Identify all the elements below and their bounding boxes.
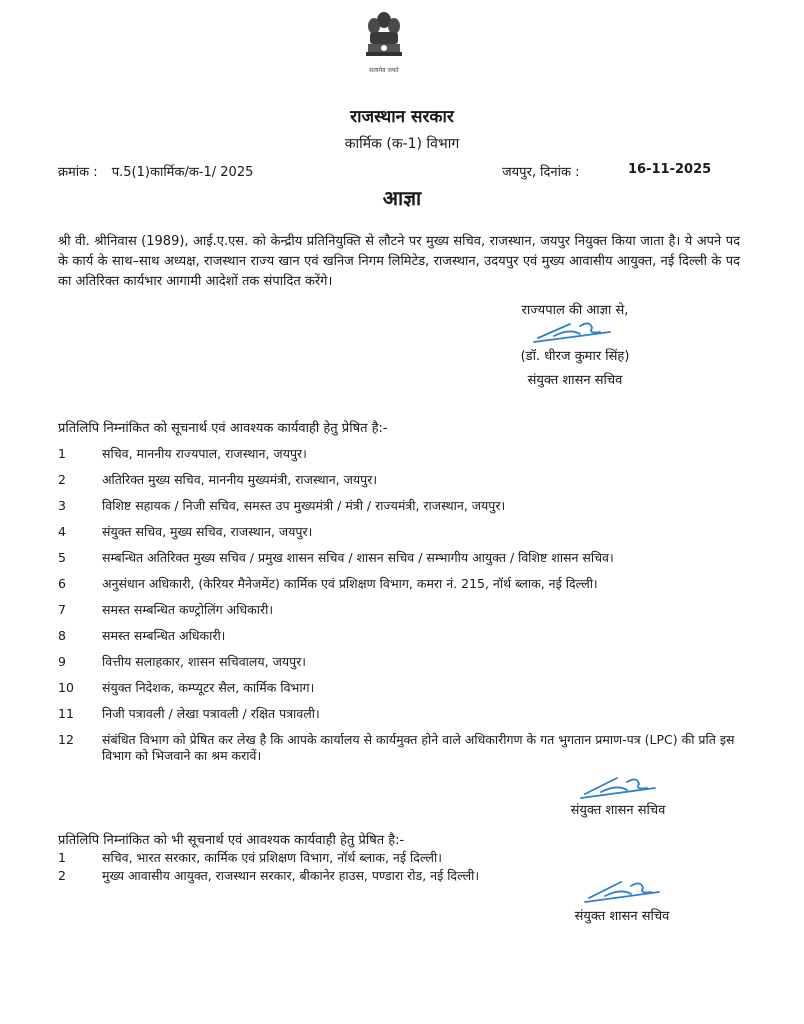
list-item	[58, 680, 748, 706]
item-text: सम्बन्धित अतिरिक्त मुख्य सचिव / प्रमुख शासन सचिव / शासन सचिव / सम्भागीय आयुक्त / विशिष्ट शासन सचिव।	[102, 550, 614, 565]
item-text: समस्त सम्बन्धित अधिकारी।	[102, 628, 226, 643]
list-item	[58, 550, 748, 576]
item-text: संबंधित विभाग को प्रेषित कर लेख है कि आपके कार्यालय से कार्यमुक्त होने वाले अधिकारीगण के गत भुगतान प्रमाण-पत्र (LPC) की प्रति इस विभाग को भिजवाने का श्रम करावें।	[102, 732, 735, 763]
order-date: 16-11-2025	[628, 162, 712, 177]
item-number: 2	[58, 868, 66, 883]
list-item	[58, 602, 748, 628]
list-item	[58, 654, 748, 680]
signature-mark	[577, 874, 667, 906]
item-number: 11	[58, 706, 74, 721]
reference-number-value: प.5(1)कार्मिक/क-1/ 2025	[111, 165, 254, 180]
item-number: 8	[58, 628, 66, 643]
order-body: श्री वी. श्रीनिवास (1989), आई.ए.एस. को केन्द्रीय प्रतिनियुक्ति से लौटने पर मुख्य सचिव, राजस्थान, जयपुर नियुक्त किया जाता है। ये अपने पद के कार्य के साथ–साथ अध्यक्ष, राजस्थान राज्य खान एवं खनिज निगम लिमिटेड, राजस्थान, उदयपुर एवं मुख्य आवासीय आयुक्त, नई दिल्ली के पद का अतिरिक्त कार्यभार आगामी आदेशों तक संपादित करेंगे।	[58, 234, 740, 289]
item-number: 12	[58, 732, 74, 747]
signatory-name: (डॉ. धीरज कुमार सिंह)	[520, 349, 630, 364]
item-text: अतिरिक्त मुख्य सचिव, माननीय मुख्यमंत्री, राजस्थान, जयपुर।	[102, 472, 378, 487]
list-item	[58, 576, 748, 602]
copy-to-list	[58, 446, 748, 772]
signatory-designation: संयुक्त शासन सचिव	[570, 803, 666, 818]
list-item	[58, 732, 748, 772]
item-text: सचिव, भारत सरकार, कार्मिक एवं प्रशिक्षण विभाग, नॉर्थ ब्लाक, नई दिल्ली।	[102, 850, 442, 865]
item-number: 4	[58, 524, 66, 539]
item-number: 6	[58, 576, 66, 591]
item-text: सचिव, माननीय राज्यपाल, राजस्थान, जयपुर।	[102, 446, 307, 461]
item-number: 10	[58, 680, 74, 695]
item-text: मुख्य आवासीय आयुक्त, राजस्थान सरकार, बीकानेर हाउस, पण्डारा रोड, नई दिल्ली।	[102, 868, 480, 883]
by-order-line: राज्यपाल की आज्ञा से,	[521, 303, 629, 318]
list-item	[58, 446, 748, 472]
lion-capital-icon	[364, 10, 404, 68]
signature-block-3	[552, 874, 692, 924]
department-title: कार्मिक (क-1) विभाग	[344, 136, 460, 152]
signature-mark	[573, 772, 663, 800]
signatory-designation: संयुक्त शासन सचिव	[527, 373, 623, 388]
item-text: विशिष्ट सहायक / निजी सचिव, समस्त उप मुख्यमंत्री / मंत्री / राज्यमंत्री, राजस्थान, जयपुर।	[102, 498, 506, 513]
copy-to-heading: प्रतिलिपि निम्नांकित को सूचनार्थ एवं आवश्यक कार्यवाही हेतु प्रेषित है:-	[58, 421, 388, 436]
list-item	[58, 472, 748, 498]
list-item	[58, 628, 748, 654]
list-item	[58, 524, 748, 550]
item-text: अनुसंधान अधिकारी, (केरियर मैनेजमेंट) कार्मिक एवं प्रशिक्षण विभाग, कमरा नं. 215, नॉर्थ ब्लाक, नई दिल्ली।	[102, 576, 598, 591]
item-text: निजी पत्रावली / लेखा पत्रावली / रक्षित पत्रावली।	[102, 706, 320, 721]
item-number: 9	[58, 654, 66, 669]
government-title: राजस्थान सरकार	[350, 107, 454, 127]
item-number: 3	[58, 498, 66, 513]
list-item	[58, 706, 748, 732]
reference-number-label: क्रमांक :	[58, 165, 98, 180]
list-item	[58, 850, 748, 868]
item-number: 2	[58, 472, 66, 487]
item-number: 7	[58, 602, 66, 617]
signature-block	[500, 300, 650, 388]
reference-number	[58, 162, 253, 180]
signature-block-2	[548, 772, 688, 818]
item-number: 1	[58, 850, 66, 865]
place-date-label: जयपुर, दिनांक :	[502, 165, 580, 180]
item-number: 5	[58, 550, 66, 565]
signature-mark	[530, 318, 620, 344]
emblem-motto: सत्यमेव जयते	[369, 67, 399, 74]
national-emblem	[356, 10, 412, 80]
list-item	[58, 498, 748, 524]
item-text: समस्त सम्बन्धित कण्ट्रोलिंग अधिकारी।	[102, 602, 274, 617]
signatory-designation: संयुक्त शासन सचिव	[574, 909, 670, 924]
order-title: आज्ञा	[382, 186, 422, 210]
item-text: संयुक्त निदेशक, कम्प्यूटर सैल, कार्मिक विभाग।	[102, 680, 315, 695]
item-text: वित्तीय सलाहकार, शासन सचिवालय, जयपुर।	[102, 654, 307, 669]
item-text: संयुक्त सचिव, मुख्य सचिव, राजस्थान, जयपुर।	[102, 524, 313, 539]
copy-also-heading: प्रतिलिपि निम्नांकित को भी सूचनार्थ एवं आवश्यक कार्यवाही हेतु प्रेषित है:-	[58, 833, 405, 848]
item-number: 1	[58, 446, 66, 461]
